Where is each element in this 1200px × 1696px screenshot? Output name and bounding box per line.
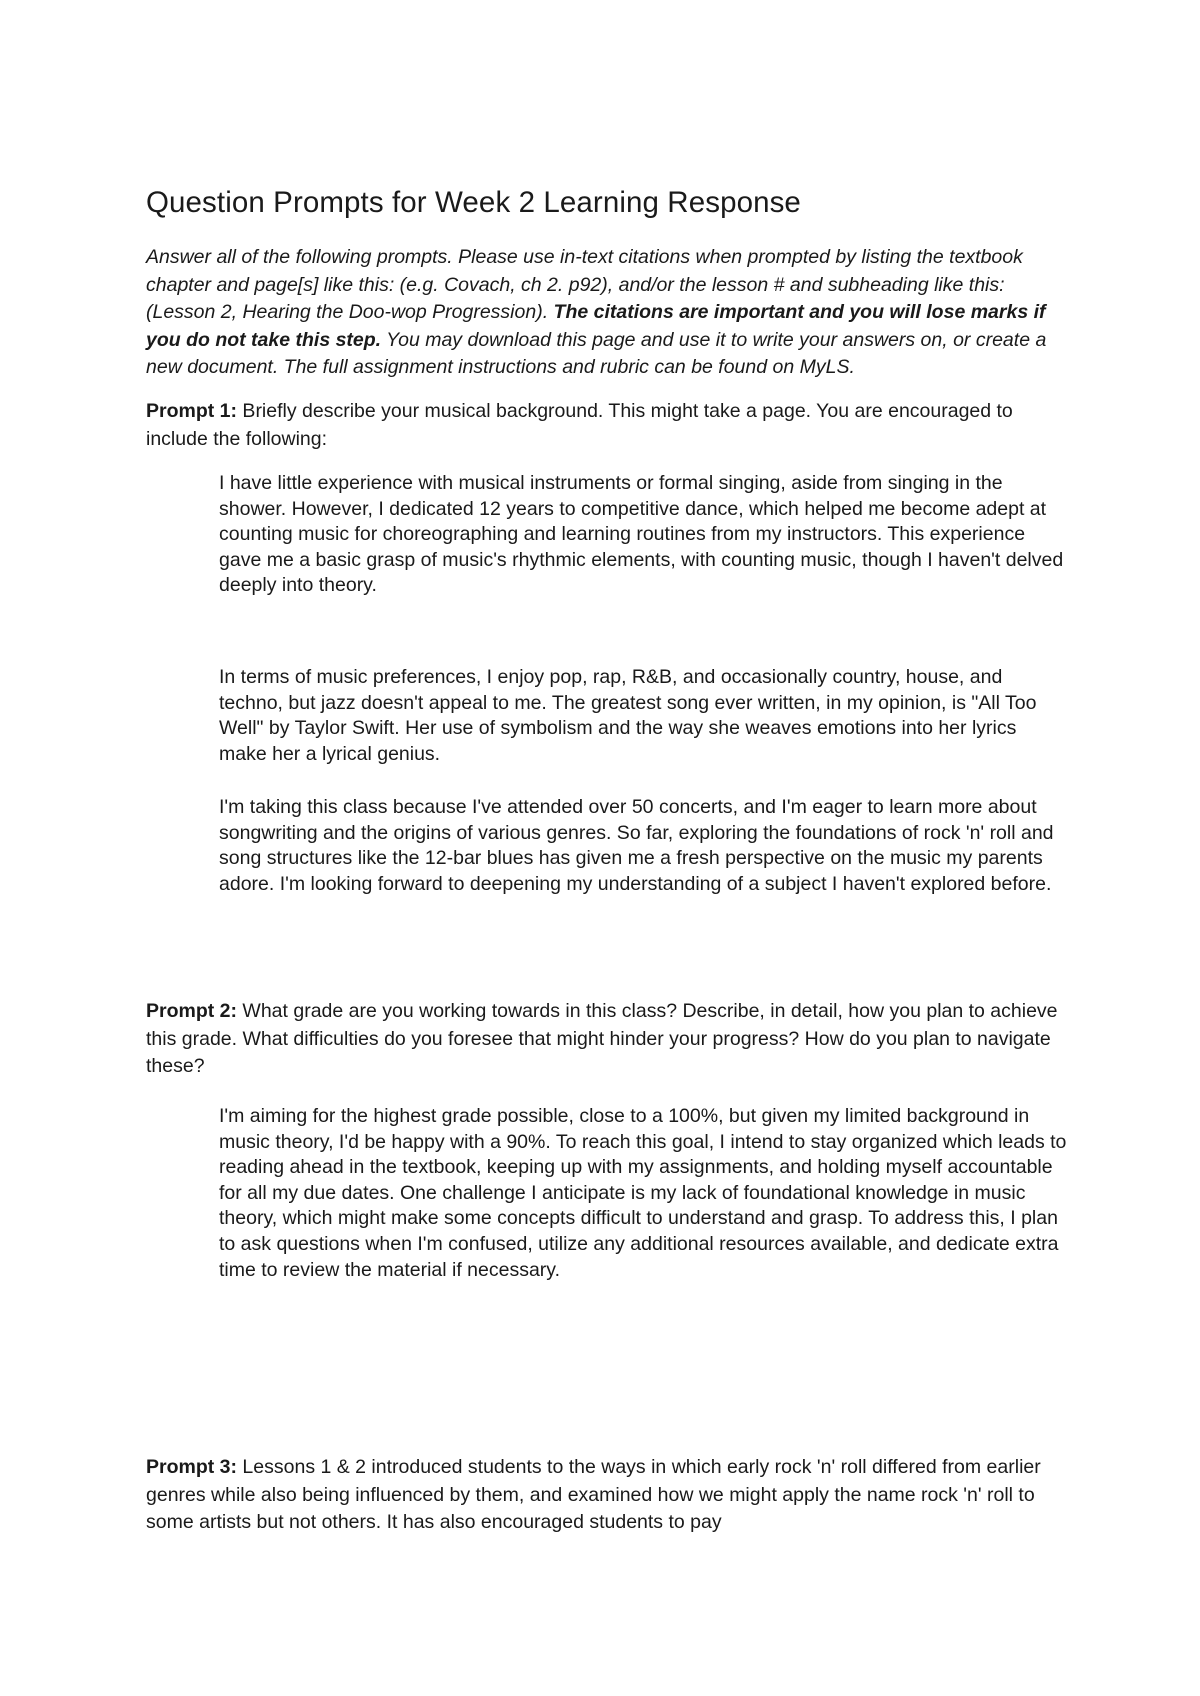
prompt-2-text: What grade are you working towards in this class? Describe, in detail, how you plan to achieve this grade. What difficulties do you foresee that might hinder your progress? How do you plan to navigate these?	[146, 1000, 1058, 1078]
instructions-paragraph	[146, 244, 1066, 382]
prompt-2	[146, 998, 1066, 1081]
instructions-text-1: Answer all of the following prompts. Please use in-text citations when prompted by listing the textbook chapter and page[s] like this: (e.g. Covach, ch 2. p92), and/or the lesson # and subheading like this: (Lesson 2, Hearing the Doo-wop Progression).	[146, 246, 1023, 324]
prompt-2-answer-paragraph-1: I'm aiming for the highest grade possible, close to a 100%, but given my limited background in music theory, I'd be happy with a 90%. To reach this goal, I intend to stay organized which leads to reading ahead in the textbook, keeping up with my assignments, and holding myself accountable for all my due dates. One challenge I anticipate is my lack of foundational knowledge in music theory, which might make some concepts difficult to understand and grasp. To address this, I plan to ask questions when I'm confused, utilize any additional resources available, and dedicate extra time to review the material if necessary.	[219, 1105, 1067, 1281]
prompt-3-label: Prompt 3:	[146, 1456, 238, 1478]
citations-warning: The citations are important and you will lose marks if you do not take this step.	[146, 301, 1046, 351]
prompt-3-text: Lessons 1 & 2 introduced students to the ways in which early rock 'n' roll differed from earlier genres while also being influenced by them, and examined how we might apply the name rock 'n' roll to some artists but not others. It has also encouraged students to pay	[146, 1456, 1041, 1534]
prompt-1	[146, 398, 1066, 453]
prompt-2-label: Prompt 2:	[146, 1000, 238, 1022]
page-title: Question Prompts for Week 2 Learning Response	[146, 186, 801, 219]
prompt-1-label: Prompt 1:	[146, 400, 238, 422]
prompt-1-answer-paragraph-1: I have little experience with musical instruments or formal singing, aside from singing in the shower. However, I dedicated 12 years to competitive dance, which helped me become adept at counting music for choreographing and learning routines from my instructors. This experience gave me a basic grasp of music's rhythmic elements, with counting music, though I haven't delved deeply into theory.	[219, 472, 1064, 597]
instructions-text-2: You may download this page and use it to write your answers on, or create a new document. The full assignment instructions and rubric can be found on MyLS.	[146, 328, 1047, 379]
prompt-1-answer-paragraph-3: I'm taking this class because I've attended over 50 concerts, and I'm eager to learn more about songwriting and the origins of various genres. So far, exploring the foundations of rock 'n' roll and song structures like the 12-bar blues has given me a fresh perspective on the music my parents adore. I'm looking forward to deepening my understanding of a subject I haven't explored before.	[219, 796, 1054, 895]
prompt-1-text: Briefly describe your musical background. This might take a page. You are encouraged to include the following:	[146, 400, 1013, 450]
prompt-3	[146, 1454, 1066, 1537]
prompt-1-answer-paragraph-2: In terms of music preferences, I enjoy pop, rap, R&B, and occasionally country, house, and techno, but jazz doesn't appeal to me. The greatest song ever written, in my opinion, is "All Too Well" by Taylor Swift. Her use of symbolism and the way she weaves emotions into her lyrics make her a lyrical genius.	[219, 666, 1037, 765]
